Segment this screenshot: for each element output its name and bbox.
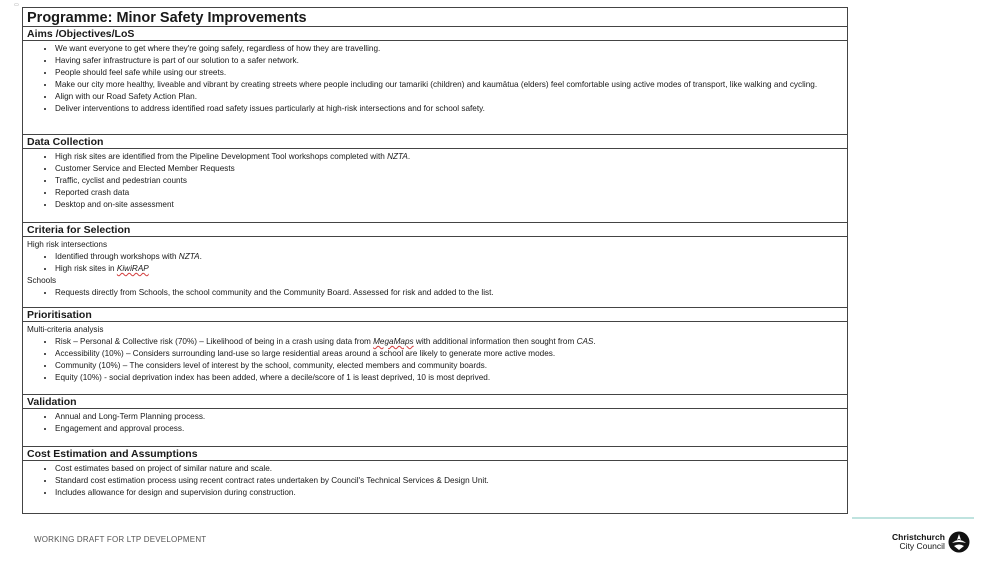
logo-line-2: City Council	[899, 541, 945, 551]
section-validation	[23, 395, 847, 447]
draft-label: WORKING DRAFT FOR LTP DEVELOPMENT	[34, 535, 207, 544]
section-criteria	[23, 223, 847, 308]
list-item: • Make our city more healthy, liveable and vibrant by creating streets where people including our tamariki (children) and kaumātua (elders) feel comfortable using active modes of transport, like walking and cycling.	[55, 79, 843, 91]
list-item: • Deliver interventions to address identified road safety issues particularly at high-risk intersections and for school safety.	[55, 103, 843, 115]
list-item: • Cost estimates based on project of similar nature and scale.	[55, 463, 843, 475]
section-body	[23, 322, 847, 395]
section-body	[23, 409, 847, 447]
list-item: • Requests directly from Schools, the school community and the Community Board. Assessed for risk and added to the list.	[55, 287, 843, 299]
list-item: • Customer Service and Elected Member Requests	[55, 163, 843, 175]
section-body	[23, 461, 847, 513]
section-body	[23, 237, 847, 308]
list-item: • We want everyone to get where they're going safely, regardless of how they are travelling.	[55, 43, 843, 55]
section-data-collection	[23, 135, 847, 223]
bullet-list	[27, 251, 843, 275]
section-body	[23, 149, 847, 223]
list-item: • Risk – Personal & Collective risk (70%) – Likelihood of being in a crash using data from MegaMaps with additional information then sought from CAS.	[55, 336, 843, 348]
footer-accent-line	[852, 517, 974, 519]
section-heading: Prioritisation	[23, 308, 847, 322]
list-item: • Engagement and approval process.	[55, 423, 843, 435]
section-aims	[23, 27, 847, 135]
page-title: Programme: Minor Safety Improvements	[23, 8, 847, 27]
council-logo	[892, 531, 970, 553]
subheading: High risk intersections	[27, 240, 108, 249]
section-heading: Cost Estimation and Assumptions	[23, 447, 847, 461]
section-prioritisation	[23, 308, 847, 395]
subheading: Multi-criteria analysis	[27, 325, 104, 334]
section-heading: Criteria for Selection	[23, 223, 847, 237]
programme-document	[22, 7, 848, 514]
corner-marker: ▭	[14, 2, 19, 8]
bullet-list	[27, 411, 843, 435]
subheading: Schools	[27, 276, 57, 286]
section-cost-estimation	[23, 447, 847, 513]
bullet-list	[27, 336, 843, 384]
list-item: • Annual and Long-Term Planning process.	[55, 411, 843, 423]
section-heading: Data Collection	[23, 135, 847, 149]
council-emblem-icon	[948, 531, 970, 553]
list-item: • High risk sites are identified from the Pipeline Development Tool workshops completed with NZTA.	[55, 151, 843, 163]
bullet-list	[27, 287, 843, 299]
list-item: • Traffic, cyclist and pedestrian counts	[55, 175, 843, 187]
list-item: • Accessibility (10%) – Considers surrounding land-use so large residential areas around a school are likely to generate more active modes.	[55, 348, 843, 360]
list-item: • Includes allowance for design and supervision during construction.	[55, 487, 843, 499]
bullet-list	[27, 43, 843, 116]
list-item: • Having safer infrastructure is part of our solution to a safer network.	[55, 55, 843, 67]
bullet-list	[27, 463, 843, 499]
list-item: • Identified through workshops with NZTA.	[55, 251, 843, 263]
list-item: • Standard cost estimation process using recent contract rates undertaken by Council's Technical Services & Design Unit.	[55, 475, 843, 487]
list-item: • Reported crash data	[55, 187, 843, 199]
list-item: • Align with our Road Safety Action Plan.	[55, 91, 843, 103]
list-item: • Desktop and on-site assessment	[55, 199, 843, 211]
section-heading: Aims /Objectives/LoS	[23, 27, 847, 41]
logo-line-1: Christchurch	[892, 531, 945, 542]
section-heading: Validation	[23, 395, 847, 409]
bullet-list	[27, 151, 843, 211]
list-item: • Community (10%) – The considers level of interest by the school, community, elected members and community boards.	[55, 360, 843, 372]
list-item: • Equity (10%) - social deprivation index has been added, where a decile/score of 1 is least deprived, 10 is most deprived.	[55, 372, 843, 384]
list-item: • People should feel safe while using our streets.	[55, 67, 843, 79]
list-item: • High risk sites in KiwiRAP	[55, 263, 843, 275]
section-body	[23, 41, 847, 135]
